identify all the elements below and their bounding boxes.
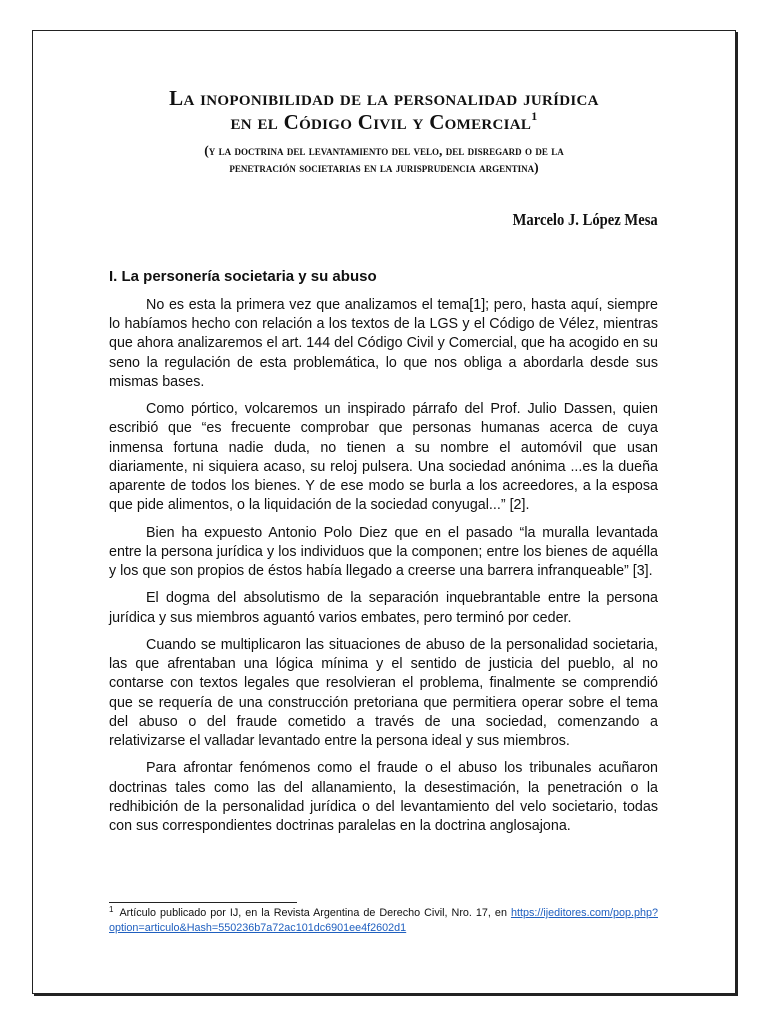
paragraph: No es esta la primera vez que analizamos el tema[1]; pero, hasta aquí, siempre lo habíamos hecho con relación a los textos de la LGS y el Código de Vélez, mientras que ahora analizaremos el art. 144 del Código Civil y Comercial, que ha acogido en su seno la regulación de esta problemática, lo que nos obliga a abordarla desde sus mismas bases. (109, 297, 658, 390)
paragraph: Bien ha expuesto Antonio Polo Diez que en el pasado “la muralla levantada entre la persona jurídica y los individuos que la componen; entre los bienes de aquélla y los que son propios de éstos había llegado a creerse una barrera infranqueable” [3]. (109, 524, 658, 580)
footnote-link[interactable]: https://ijeditores.com/pop.php?option=articulo&Hash=550236b7a72ac101dc6901ee4f2602d1 (109, 907, 658, 934)
footnote-text: Artículo publicado por IJ, en la Revista Argentina de Derecho Civil, Nro. 17, en (119, 907, 507, 919)
title-line-2: en el Código Civil y Comercial (230, 110, 532, 134)
section-heading: I. La personería societaria y su abuso (109, 268, 377, 285)
subtitle-line-1: (y la doctrina del levantamiento del velo, del disregard o de la (204, 143, 564, 158)
author-name: Marcelo J. López Mesa (512, 210, 658, 229)
body-text (109, 296, 658, 844)
paragraph: El dogma del absolutismo de la separación inquebrantable entre la persona jurídica y sus miembros aguantó varios embates, pero terminó por ceder. (109, 590, 658, 626)
paragraph: Como pórtico, volcaremos un inspirado párrafo del Prof. Julio Dassen, quien escribió que “es frecuente comprobar que personas humanas acerca de cuya inmensa fortuna nadie duda, no tienen a su nombre el automóvil que usan diariamente, ni siquiera acaso, su reloj pulsera. Una sociedad anónima ...es la dueña aparente de todos los bienes. Y de ese modo se burla a los acreedores, a la esposa que pide alimentos, o la liquidación de la sociedad conyugal...” [2]. (109, 401, 658, 514)
title-line-1: La inoponibilidad de la personalidad jurídica (169, 86, 599, 110)
paragraph: Cuando se multiplicaron las situaciones de abuso de la personalidad societaria, las que afrentaban una lógica mínima y el sentido de justicia del pueblo, al no contarse con textos legales que resolvieran el problema, finalmente se comprendió que se requería de una construcción pretoriana que permitiera operar sobre el tema del abuso o del fraude cometido a través de una sociedad, comenzando a relativizarse el valladar levantado entre la persona ideal y sus miembros. (109, 637, 658, 750)
footnote (109, 906, 658, 936)
document-subtitle (100, 142, 668, 176)
document-title (60, 86, 708, 134)
title-footnote-marker: 1 (531, 109, 538, 123)
footnote-marker: 1 (109, 905, 114, 914)
footnote-separator (109, 902, 297, 903)
subtitle-line-2: penetración societarias en la jurisprudencia argentina) (229, 160, 539, 175)
paragraph: Para afrontar fenómenos como el fraude o el abuso los tribunales acuñaron doctrinas tales como las del allanamiento, la desestimación, la penetración o la redhibición de la personalidad jurídica o del levantamiento del velo societario, todas con sus correspondientes doctrinas paralelas en la doctrina anglosajona. (109, 760, 658, 835)
